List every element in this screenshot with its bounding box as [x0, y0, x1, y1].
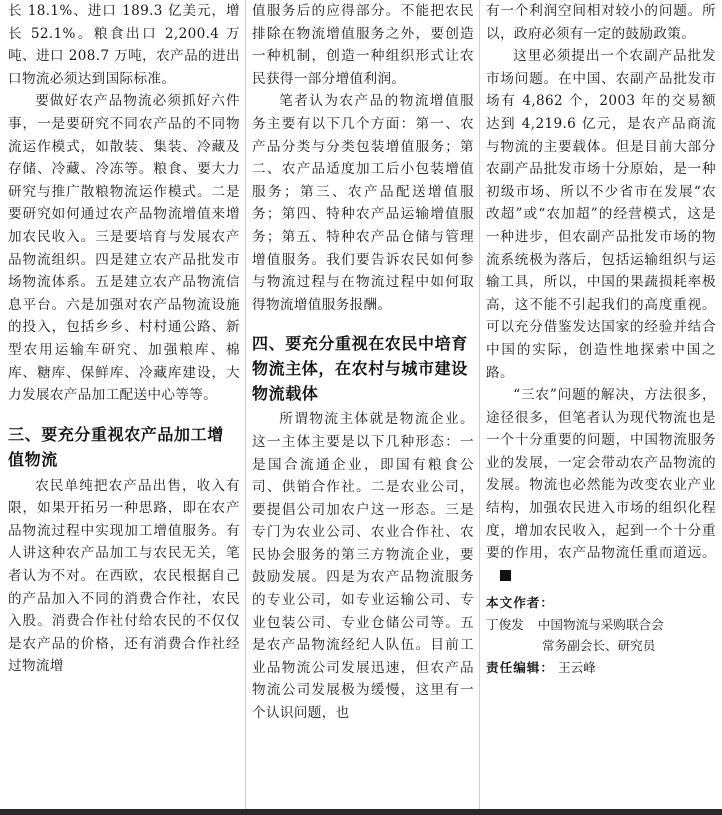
paragraph-text: “三农”问题的解决，方法很多，途径很多，但笔者认为现代物流也是一个十分重要的问题，中国物流服务业的发展，一定会带动农产品物流的发展。物流也必然能为改变农业产业结构，加强农民进入市场的组织化程度，增加农民收入，起到一个十分重要的作用，农产品物流任重而道远。	[486, 387, 716, 562]
paragraph-text: 这里必须提出一个农副产品批发市场问题。在中国、农副产品批发市场有 4,862 个，2003 年的交易额达到 4,219.6 亿元，是农产品商流与物流的主要载体。但是目前大部分农副产品批发市场十分原始，是一种初级市场、所以不少省市在发展“农改超”或“农加超”的经营模式，这是一种进步，但农副产品批发市场的物流系统极为落后，包括运输组织与运输工具，所以，中国的果蔬损耗率极高，这不能不引起我们的高度重视。可以充分借鉴发达国家的经验并结合中国的实际，创造性地探索中国之路。	[486, 48, 716, 381]
author-affiliation: 中国物流与采购联合会	[537, 616, 664, 632]
body-paragraph	[8, 90, 240, 406]
author-title: 常务副会长、研究员	[542, 638, 656, 654]
section-heading-text: 三、要充分重视农产品加工增值物流	[8, 424, 224, 469]
paragraph-text: 笔者认为农产品的物流增值服务主要有以下几个方面：第一、农产品分类与分类包装增值服务；第二、农产品适度加工后小包装增值服务；第三、农产品配送增值服务；第四、特种农产品运输增值服务；第五、特种农产品仓储与管理增值服务。我们要告诉农民如何参与物流过程与在物流过程中如何取得物流增值服务报酬。	[252, 93, 474, 313]
paragraph-text: 值服务后的应得部分。不能把农民排除在物流增值服务之外，要创造一种机制，创造一种组织形式让农民获得一部分增值利润。	[252, 3, 474, 87]
text-column-3	[486, 0, 716, 815]
body-paragraph	[486, 45, 716, 384]
author-name-line	[486, 614, 716, 636]
article-credits	[486, 592, 716, 678]
body-paragraph	[252, 90, 474, 316]
body-paragraph	[252, 0, 474, 90]
end-of-article-mark	[500, 570, 511, 581]
column-divider	[245, 0, 246, 815]
body-paragraph	[486, 0, 716, 45]
page-bottom-edge	[0, 809, 722, 815]
paragraph-text: 有一个利润空间相对较小的问题。所以，政府必须有一定的鼓励政策。	[486, 3, 716, 42]
text-column-2	[252, 0, 474, 815]
author-label: 本文作者：	[486, 595, 554, 611]
editor-label: 责任编辑：	[486, 659, 554, 675]
column-divider	[479, 0, 480, 815]
column-3-body	[486, 0, 716, 587]
body-paragraph	[486, 384, 716, 587]
paragraph-text: 所谓物流主体就是物流企业。这一主体主要是以下几种形态：一是国合流通企业，即国有粮食公司、供销合作社。二是农业公司，要提倡公司加农户这一形态。三是专门为农业公司、农业合作社、农民协会服务的第三方物流企业，要鼓励发展。四是为农产品物流服务的专业公司，如专业运输公司、专业包装公司、专业仓储公司等。五是农产品物流经纪人队伍。目前工业品物流公司发展迅速，但农产品物流公司发展极为缓慢，这里有一个认识问题，也	[252, 411, 474, 722]
text-column-1	[8, 0, 240, 815]
paragraph-text: 农民单纯把农产品出售，收入有限，如果开拓另一种思路，即在农产品物流过程中实现加工增值服务。有人讲这种农产品加工与农民无关，笔者认为不对。在西欧，农民根据自己的产品加入不同的消费合作社，农民入股。消费合作社付给农民的不仅仅是农产品的价格，还有消费合作社经过物流增	[8, 477, 240, 675]
paragraph-text: 要做好农产品物流必须抓好六件事，一是要研究不同农产品的不同物流运作模式，如散装、集装、冷藏及存储、冷藏、冷冻等。粮食、要大力研究与推广散粮物流运作模式。二是要研究如何通过农产品物流增值来增加农民收入。三是要培育与发展农产品物流组织。四是建立农产品批发市场物流体系。五是建立农产品物流信息平台。六是加强对农产品物流设施的投入，包括乡乡、村村通公路、新型农用运输车研究、加强粮库、棉库、糖库、保鲜库、冷藏库建设，大力发展农产品加工配送中心等等。	[8, 93, 240, 404]
editor-line	[486, 657, 716, 679]
body-paragraph	[8, 0, 240, 90]
author-name: 丁俊发	[486, 616, 524, 632]
body-paragraph	[8, 475, 240, 678]
editor-name: 王云峰	[557, 659, 596, 675]
paragraph-text: 长 18.1%、进口 189.3 亿美元，增长 52.1%。粮食出口 2,200.4 万吨、进口 208.7 万吨，农产品的进出口物流必须达到国际标准。	[8, 3, 240, 87]
section-heading	[8, 422, 240, 472]
section-heading-text: 四、要充分重视在农民中培育物流主体，在农村与城市建设物流载体	[252, 334, 468, 404]
author-title-line	[486, 635, 716, 657]
section-heading	[252, 331, 474, 406]
author-line	[486, 592, 716, 614]
body-paragraph	[252, 408, 474, 724]
